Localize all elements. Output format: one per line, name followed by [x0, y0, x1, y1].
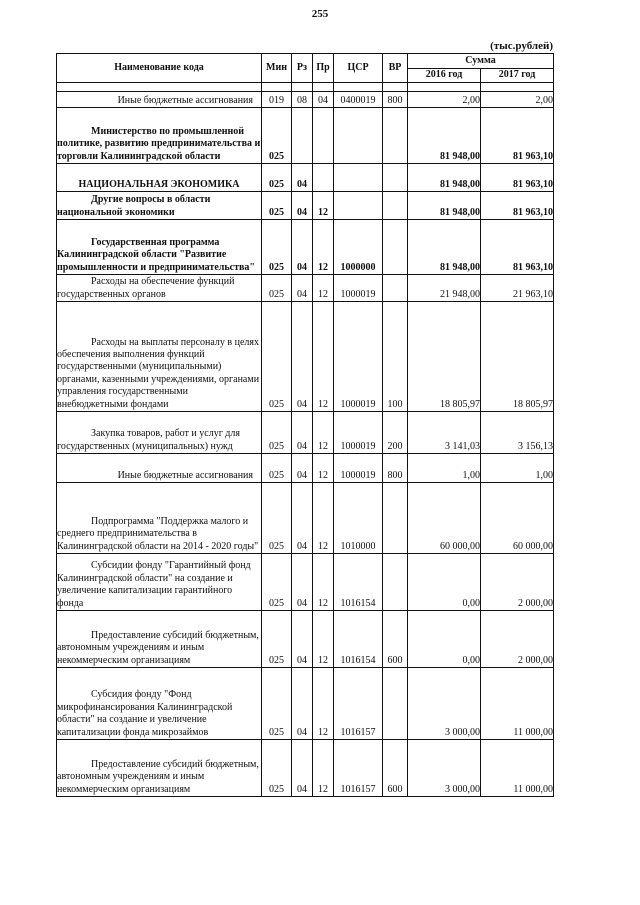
row-name: Министерство по промышленной политике, развитию предпринимательства и торговли Калининградской области	[57, 108, 262, 164]
row-csr	[334, 108, 383, 164]
row-pr: 12	[313, 611, 334, 668]
row-2016: 2,00	[408, 92, 481, 108]
row-rz: 08	[292, 92, 313, 108]
table-row	[57, 454, 554, 483]
table-row	[57, 611, 554, 668]
row-min: 025	[262, 740, 292, 797]
row-2017: 18 805,97	[481, 302, 554, 412]
row-csr: 1000019	[334, 454, 383, 483]
row-2016: 3 141,03	[408, 412, 481, 454]
row-2016: 0,00	[408, 554, 481, 611]
row-vr	[383, 164, 408, 192]
table-row	[57, 302, 554, 412]
row-vr: 600	[383, 740, 408, 797]
row-2017: 11 000,00	[481, 740, 554, 797]
row-vr	[383, 554, 408, 611]
row-2016: 3 000,00	[408, 740, 481, 797]
table-row	[57, 275, 554, 302]
row-rz: 04	[292, 454, 313, 483]
header-sum: Сумма	[408, 54, 554, 69]
row-min: 025	[262, 554, 292, 611]
row-rz	[292, 108, 313, 164]
row-pr: 12	[313, 302, 334, 412]
row-name: Субсидия фонду "Фонд микрофинансирования Калининградской области" на создание и увеличение капитализации фонда микрозаймов	[57, 668, 262, 740]
row-name: Закупка товаров, работ и услуг для государственных (муниципальных) нужд	[57, 412, 262, 454]
row-2016: 60 000,00	[408, 483, 481, 554]
table-row	[57, 108, 554, 164]
row-min: 025	[262, 454, 292, 483]
header-min: Мин	[262, 54, 292, 83]
header-2016: 2016 год	[408, 69, 481, 83]
units-label: (тыс.рублей)	[490, 40, 553, 52]
row-pr: 12	[313, 454, 334, 483]
table-row	[57, 483, 554, 554]
row-2016: 3 000,00	[408, 668, 481, 740]
row-name: Иные бюджетные ассигнования	[57, 454, 262, 483]
row-name: Подпрограмма "Поддержка малого и среднего предпринимательства в Калининградской области на 2014 - 2020 годы"	[57, 483, 262, 554]
row-vr	[383, 668, 408, 740]
row-min: 025	[262, 611, 292, 668]
row-rz: 04	[292, 611, 313, 668]
row-name: Предоставление субсидий бюджетным, автономным учреждениям и иным некоммерческим организациям	[57, 611, 262, 668]
header-csr: ЦСР	[334, 54, 383, 83]
row-2017: 2 000,00	[481, 554, 554, 611]
row-name: Государственная программа Калининградской области "Развитие промышленности и предпринимательства"	[57, 220, 262, 275]
row-pr: 12	[313, 668, 334, 740]
row-name: Другие вопросы в области национальной экономики	[57, 192, 262, 220]
row-name: Расходы на выплаты персоналу в целях обеспечения выполнения функций государственными (муниципальными) органами, казенными учреждениями, органами управления государственными внебюджетными фондами	[57, 302, 262, 412]
header-rz: Рз	[292, 54, 313, 83]
row-2017: 11 000,00	[481, 668, 554, 740]
row-2017: 1,00	[481, 454, 554, 483]
row-min: 025	[262, 668, 292, 740]
table-row	[57, 554, 554, 611]
row-rz: 04	[292, 740, 313, 797]
row-2017: 3 156,13	[481, 412, 554, 454]
row-csr: 1016157	[334, 668, 383, 740]
row-vr	[383, 220, 408, 275]
table-row	[57, 740, 554, 797]
row-2017: 2 000,00	[481, 611, 554, 668]
row-min: 025	[262, 412, 292, 454]
row-vr	[383, 192, 408, 220]
row-2016: 81 948,00	[408, 108, 481, 164]
row-csr: 0400019	[334, 92, 383, 108]
row-2016: 1,00	[408, 454, 481, 483]
row-2017: 81 963,10	[481, 108, 554, 164]
row-csr: 1016154	[334, 611, 383, 668]
row-2016: 18 805,97	[408, 302, 481, 412]
row-csr: 1010000	[334, 483, 383, 554]
row-csr: 1000019	[334, 412, 383, 454]
row-vr	[383, 483, 408, 554]
row-vr: 200	[383, 412, 408, 454]
row-name: Субсидии фонду "Гарантийный фонд Калининградской области" на создание и увеличение капитализации гарантийного фонда	[57, 554, 262, 611]
row-csr	[334, 192, 383, 220]
row-min: 025	[262, 108, 292, 164]
row-min: 025	[262, 192, 292, 220]
row-2016: 21 948,00	[408, 275, 481, 302]
row-name: НАЦИОНАЛЬНАЯ ЭКОНОМИКА	[57, 164, 262, 192]
row-csr: 1000019	[334, 275, 383, 302]
page-number: 255	[311, 8, 329, 20]
table-row	[57, 164, 554, 192]
header-2017: 2017 год	[481, 69, 554, 83]
row-pr: 12	[313, 220, 334, 275]
row-csr: 1000000	[334, 220, 383, 275]
row-rz: 04	[292, 483, 313, 554]
row-rz: 04	[292, 220, 313, 275]
row-csr: 1016154	[334, 554, 383, 611]
row-pr: 12	[313, 192, 334, 220]
row-vr: 600	[383, 611, 408, 668]
table-row	[57, 220, 554, 275]
row-rz: 04	[292, 668, 313, 740]
row-2017: 81 963,10	[481, 220, 554, 275]
row-2016: 81 948,00	[408, 164, 481, 192]
row-2017: 60 000,00	[481, 483, 554, 554]
row-name: Предоставление субсидий бюджетным, автономным учреждениям и иным некоммерческим организациям	[57, 740, 262, 797]
row-rz: 04	[292, 412, 313, 454]
row-min: 025	[262, 220, 292, 275]
row-min: 025	[262, 164, 292, 192]
row-vr	[383, 108, 408, 164]
row-vr	[383, 275, 408, 302]
table-row	[57, 412, 554, 454]
row-csr: 1016157	[334, 740, 383, 797]
row-csr	[334, 164, 383, 192]
row-rz: 04	[292, 275, 313, 302]
row-pr: 12	[313, 740, 334, 797]
row-rz: 04	[292, 554, 313, 611]
row-min: 025	[262, 483, 292, 554]
budget-table	[56, 53, 554, 797]
row-2017: 2,00	[481, 92, 554, 108]
row-pr	[313, 164, 334, 192]
row-rz: 04	[292, 302, 313, 412]
row-min: 025	[262, 302, 292, 412]
row-vr: 800	[383, 92, 408, 108]
row-pr: 04	[313, 92, 334, 108]
row-2017: 81 963,10	[481, 192, 554, 220]
row-pr: 12	[313, 275, 334, 302]
row-min: 025	[262, 275, 292, 302]
spacer-row	[57, 83, 554, 92]
header-pr: Пр	[313, 54, 334, 83]
table-row	[57, 192, 554, 220]
row-2017: 81 963,10	[481, 164, 554, 192]
row-min: 019	[262, 92, 292, 108]
table-row	[57, 92, 554, 108]
row-csr: 1000019	[334, 302, 383, 412]
row-vr: 800	[383, 454, 408, 483]
row-2016: 81 948,00	[408, 192, 481, 220]
row-vr: 100	[383, 302, 408, 412]
row-rz: 04	[292, 192, 313, 220]
table-row	[57, 668, 554, 740]
row-pr: 12	[313, 554, 334, 611]
header-vr: ВР	[383, 54, 408, 83]
row-2016: 81 948,00	[408, 220, 481, 275]
row-pr: 12	[313, 412, 334, 454]
row-pr: 12	[313, 483, 334, 554]
row-name: Иные бюджетные ассигнования	[57, 92, 262, 108]
row-rz: 04	[292, 164, 313, 192]
row-2016: 0,00	[408, 611, 481, 668]
row-name: Расходы на обеспечение функций государственных органов	[57, 275, 262, 302]
header-name: Наименование кода	[57, 54, 262, 83]
row-pr	[313, 108, 334, 164]
row-2017: 21 963,10	[481, 275, 554, 302]
